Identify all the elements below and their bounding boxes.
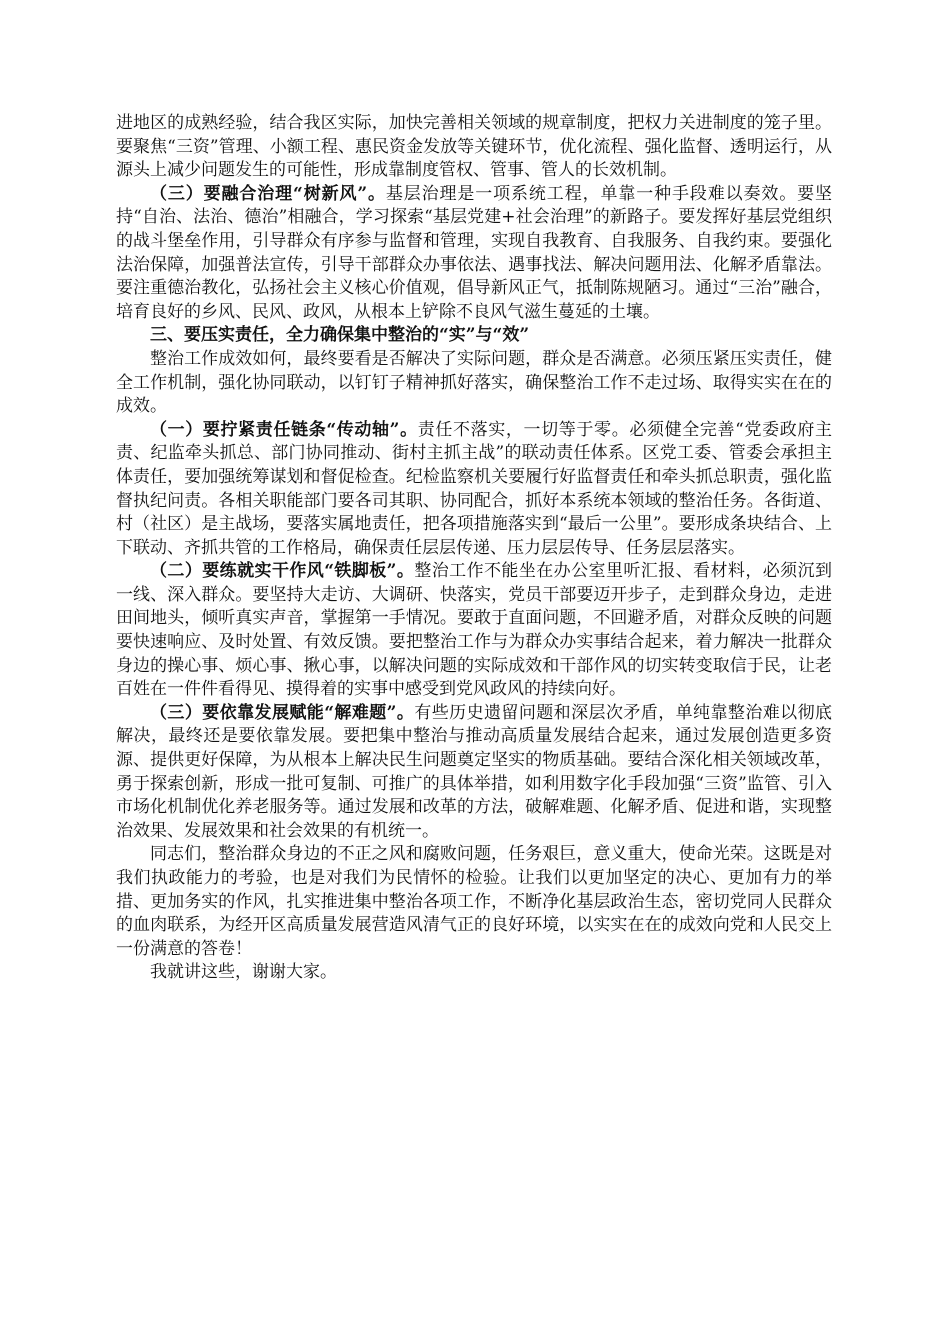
paragraph-lead: （三）要融合治理“树新风”。 (150, 183, 386, 204)
paragraph-text: 进地区的成熟经验，结合我区实际，加快完善相关领域的规章制度，把权力关进制度的笼子里。要聚焦“三资”管理、小额工程、惠民资金发放等关键环节，优化流程、强化监督、透明运行，从源头上减少问题发生的可能性，形成靠制度管权、管事、管人的长效机制。 (116, 113, 832, 181)
paragraph-responsibility (116, 419, 832, 561)
paragraph-closing (116, 961, 832, 985)
paragraph-work-style (116, 560, 832, 702)
paragraph-lead: （三）要依靠发展赋能“解难题”。 (150, 702, 415, 723)
paragraph-conclusion (116, 843, 832, 961)
paragraph-lead: （一）要拧紧责任链条“传动轴”。 (150, 419, 418, 440)
paragraph-text: 有些历史遗留问题和深层次矛盾，单纯靠整治难以彻底解决，最终还是要依靠发展。要把集中整治与推动高质量发展结合起来，通过发展创造更多资源、提供更好保障，为从根本上解决民生问题奠定坚实的物质基础。要结合深化相关领域改革，勇于探索创新，形成一批可复制、可推广的具体举措，如利用数字化手段加强“三资”监管、引入市场化机制优化养老服务等。通过发展和改革的方法，破解难题、化解矛盾、促进和谐，实现整治效果、发展效果和社会效果的有机统一。 (116, 702, 833, 841)
section-heading: 三、要压实责任，全力确保集中整治的“实”与“效” (150, 325, 530, 346)
paragraph-text: 整治工作成效如何，最终要看是否解决了实际问题，群众是否满意。必须压紧压实责任，健全工作机制，强化协同联动，以钉钉子精神抓好落实，确保整治工作不走过场、取得实实在在的成效。 (116, 348, 832, 417)
paragraph-continuation (116, 112, 832, 183)
paragraph-development (116, 702, 832, 844)
paragraph-intro (116, 348, 832, 419)
paragraph-text: 我就讲这些，谢谢大家。 (150, 962, 337, 983)
paragraph-text: 整治工作不能坐在办公室里听汇报、看材料，必须沉到一线、深入群众。要坚持大走访、大调研、快落实，党员干部要迈开步子，走到群众身边，走进田间地头，倾听真实声音，掌握第一手情况。要敢于直面问题，不回避矛盾，对群众反映的问题要快速响应、及时处置、有效反馈。要把整治工作与为群众办实事结合起来，着力解决一批群众身边的操心事、烦心事、揪心事，以解决问题的实际成效和干部作风的切实转变取信于民，让老百姓在一件件看得见、摸得着的实事中感受到党风政风的持续向好。 (116, 561, 833, 700)
paragraph-lead: （二）要练就实干作风“铁脚板”。 (150, 561, 415, 582)
paragraph-text: 同志们，整治群众身边的不正之风和腐败问题，任务艰巨，意义重大，使命光荣。这既是对我们执政能力的考验，也是对我们为民情怀的检验。让我们以更加坚定的决心、更加有力的举措、更加务实的作风，扎实推进集中整治各项工作，不断净化基层政治生态，密切党同人民群众的血肉联系，为经开区高质量发展营造风清气正的良好环境，以实实在在的成效向党和人民交上一份满意的答卷！ (116, 844, 832, 959)
paragraph-text: 基层治理是一项系统工程，单靠一种手段难以奏效。要坚持“自治、法治、德治”相融合，学习探索“基层党建+社会治理”的新路子。要发挥好基层党组织的战斗堡垒作用，引导群众有序参与监督和管理，实现自我教育、自我服务、自我约束。要强化法治保障，加强普法宣传，引导干部群众办事依法、遇事找法、解决问题用法、化解矛盾靠法。要注重德治教化，弘扬社会主义核心价值观，倡导新风正气，抵制陈规陋习。通过“三治”融合，培育良好的乡风、民风、政风，从根本上铲除不良风气滋生蔓延的土壤。 (116, 183, 833, 322)
paragraph-governance (116, 183, 832, 325)
paragraph-text: 责任不落实，一切等于零。必须健全完善“党委政府主责、纪监牵头抓总、部门协同推动、街村主抓主战”的联动责任体系。区党工委、管委会承担主体责任，要加强统筹谋划和督促检查。纪检监察机关要履行好监督责任和牵头抓总职责，强化监督执纪问责。各相关职能部门要各司其职、协同配合，抓好本系统本领域的整治任务。各街道、村（社区）是主战场，要落实属地责任，把各项措施落实到“最后一公里”。要形成条块结合、上下联动、齐抓共管的工作格局，确保责任层层传递、压力层层传导、任务层层落实。 (116, 419, 832, 558)
document-body (116, 112, 832, 985)
